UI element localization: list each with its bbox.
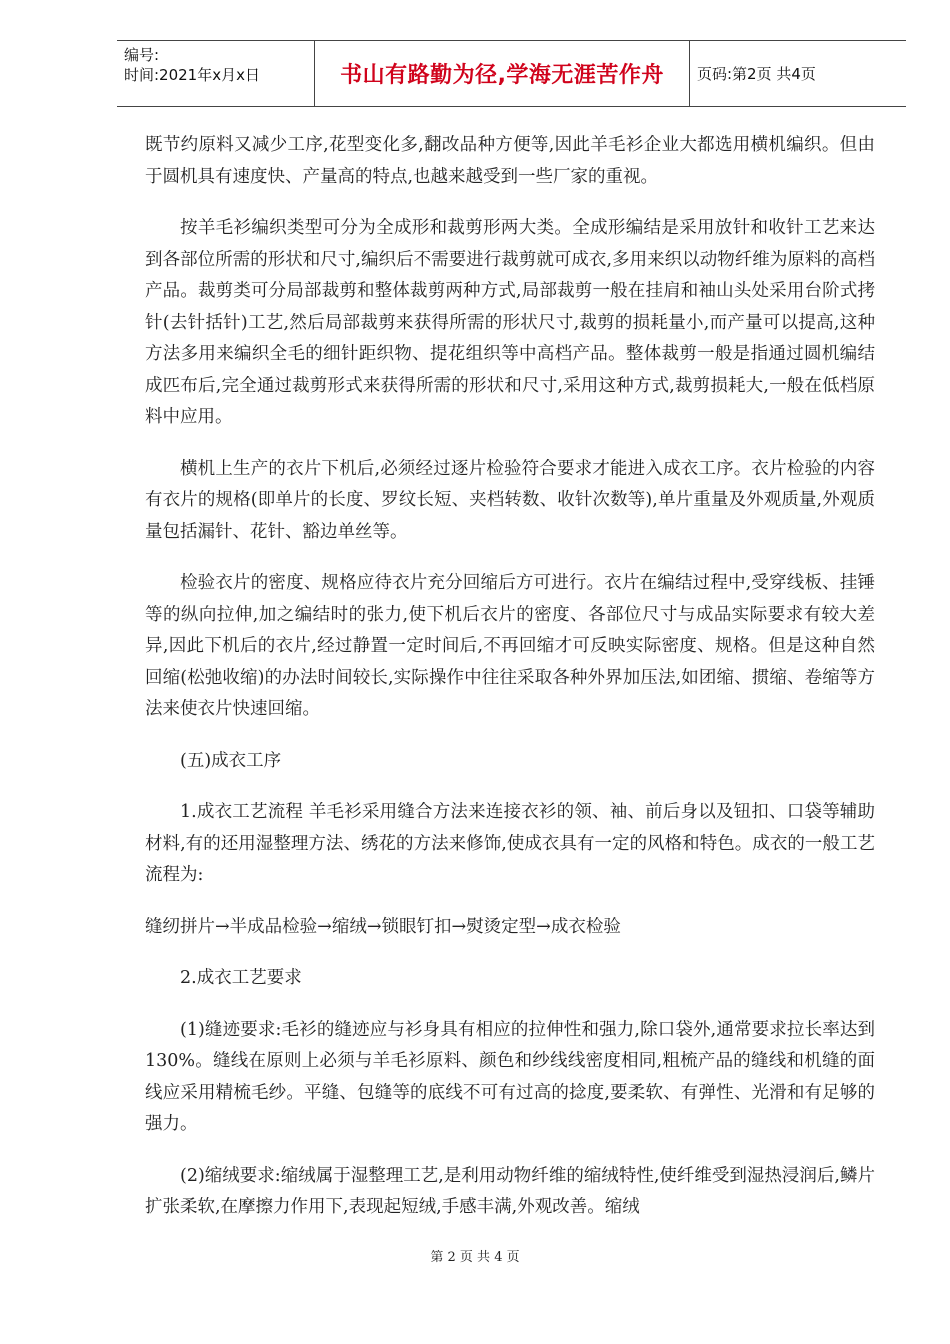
document-body (145, 130, 875, 1244)
paragraph-continuation: 既节约原料又减少工序,花型变化多,翻改品种方便等,因此羊毛衫企业大都选用横机编织。但由于圆机具有速度快、产量高的特点,也越来越受到一些厂家的重视。 (145, 135, 875, 187)
header-motto-cell (315, 41, 690, 106)
process-flow-line: 缝纫拼片→半成品检验→缩绒→锁眼钉扣→熨烫定型→成衣检验 (145, 916, 621, 937)
section-heading: (五)成衣工序 (180, 750, 282, 771)
paragraph-density-check: 检验衣片的密度、规格应待衣片充分回缩后方可进行。衣片在编结过程中,受穿线板、挂锤等的纵向拉伸,加之编结时的张力,使下机后衣片的密度、各部位尺寸与成品实际要求有较大差异,因此下机后的衣片,经过静置一定时间后,不再回缩才可反映实际密度、规格。但是这种自然回缩(松弛收缩)的办法时间较长,实际操作中往往采取各种外界加压法,如团缩、掼缩、卷缩等方法来使衣片快速回缩。 (145, 573, 875, 719)
paragraph-process-flow: 1.成衣工艺流程 羊毛衫采用缝合方法来连接衣衫的领、袖、前后身以及钮扣、口袋等辅助材料,有的还用湿整理方法、绣花的方法来修饰,使成衣具有一定的风格和特色。成衣的一般工艺流程为: (145, 802, 875, 885)
document-time-label: 时间:2021年x月x日 (124, 66, 260, 84)
paragraph-piece-inspection: 横机上生产的衣片下机后,必须经过逐片检验符合要求才能进入成衣工序。衣片检验的内容有衣片的规格(即单片的长度、罗纹长短、夹档转数、收针次数等),单片重量及外观质量,外观质量包括漏针、花针、豁边单丝等。 (145, 458, 875, 542)
header-motto: 书山有路勤为径,学海无涯苦作舟 (340, 63, 664, 88)
paragraph-knitting-types: 按羊毛衫编织类型可分为全成形和裁剪形两大类。全成形编结是采用放针和收针工艺来达到各部位所需的形状和尺寸,编织后不需要进行裁剪就可成衣,多用来织以动物纤维为原料的高档产品。裁剪类可分局部裁剪和整体裁剪两种方式,局部裁剪一般在挂肩和袖山头处采用台阶式拷针(去针括针)工艺,然后局部裁剪来获得所需的形状尺寸,裁剪的损耗量小,而产量可以提高,这种方法多用来编织全毛的细针距织物、提花组织等中高档产品。整体裁剪一般是指通过圆机编结成匹布后,完全通过裁剪形式来获得所需的形状和尺寸,采用这种方式,裁剪损耗大,一般在低档原料中应用。 (145, 218, 875, 427)
page-footer: 第 2 页 共 4 页 (430, 1250, 520, 1265)
paragraph-milling-requirements: (2)缩绒要求:缩绒属于湿整理工艺,是利用动物纤维的缩绒特性,使纤维受到湿热浸润后,鳞片扩张柔软,在摩擦力作用下,表现起短绒,手感丰满,外观改善。缩绒 (145, 1165, 875, 1217)
paragraph-seam-requirements: (1)缝迹要求:毛衫的缝迹应与衫身具有相应的拉伸性和强力,除口袋外,通常要求拉长率达到130%。缝线在原则上必须与羊毛衫原料、颜色和纱线线密度相同,粗梳产品的缝线和机缝的面线应采用精梳毛纱。平缝、包缝等的底线不可有过高的捻度,要柔软、有弹性、光滑和有足够的强力。 (145, 1019, 875, 1134)
header-page-cell (690, 41, 906, 106)
header-meta-cell (117, 41, 315, 106)
subsection-heading: 2.成衣工艺要求 (180, 968, 302, 988)
document-code-label: 编号: (124, 46, 160, 64)
header-page-info: 页码:第2页 共4页 (697, 65, 816, 83)
page-header (117, 40, 906, 107)
